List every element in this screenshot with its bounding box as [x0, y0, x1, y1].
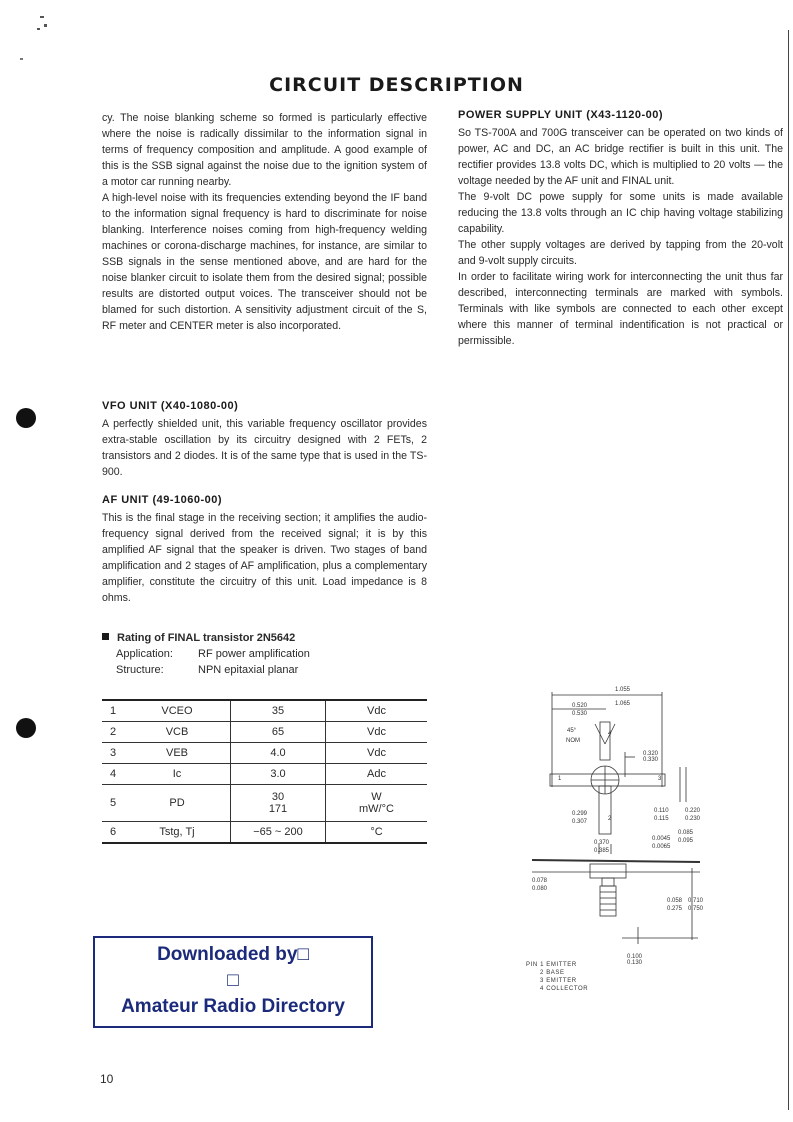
- pin-legend: PIN 1 EMITTER 2 BASE 3 EMITTER 4 COLLECTOR: [526, 962, 589, 992]
- transistor-package-diagram: [530, 682, 720, 966]
- scan-mark: [20, 58, 23, 60]
- svg-text:1: 1: [558, 776, 562, 782]
- table-row: 3 VEB 4.0 Vdc: [102, 743, 427, 764]
- svg-text:0.220: 0.220: [685, 808, 701, 814]
- table-row: 5 PD 30 171 W mW/°C: [102, 785, 427, 822]
- psu-paragraph-3: The other supply voltages are derived by tapping from the 20-volt and 9-volt supply circuits.: [458, 239, 783, 267]
- rating-heading: Rating of FINAL transistor 2N5642: [102, 630, 310, 646]
- page-title: CIRCUIT DESCRIPTION: [269, 74, 524, 96]
- scan-mark: [40, 16, 44, 18]
- psu-heading: POWER SUPPLY UNIT (X43-1120-00): [458, 109, 664, 121]
- vfo-heading: VFO UNIT (X40-1080-00): [102, 400, 239, 412]
- application-row: Application: RF power amplification: [116, 648, 310, 660]
- svg-text:45°: 45°: [567, 728, 577, 734]
- svg-text:0.0045: 0.0045: [652, 836, 671, 842]
- table-row: 1 VCEO 35 Vdc: [102, 700, 427, 722]
- svg-text:1.065: 1.065: [615, 701, 631, 707]
- svg-text:1.055: 1.055: [615, 687, 631, 693]
- svg-text:0.370: 0.370: [594, 840, 610, 846]
- svg-text:0.130: 0.130: [627, 960, 643, 966]
- svg-text:0.385: 0.385: [594, 848, 610, 854]
- scan-mark: [37, 28, 40, 30]
- table-row: 6 Tstg, Tj −65 ~ 200 °C: [102, 822, 427, 844]
- psu-section: [458, 107, 783, 349]
- svg-text:0.710: 0.710: [688, 898, 704, 904]
- svg-text:0.095: 0.095: [678, 838, 694, 844]
- svg-text:4: 4: [608, 731, 612, 737]
- page-number: 10: [100, 1072, 114, 1086]
- structure-row: Structure: NPN epitaxial planar: [116, 664, 299, 676]
- svg-text:3: 3: [658, 776, 662, 782]
- bullet-square-icon: [102, 633, 109, 640]
- svg-text:2: 2: [608, 816, 612, 822]
- intro-paragraph-1: cy. The noise blanking scheme so formed is particularly effective where the noise is radically dissimilar to the information signal in terms of frequency composition and amplitude. A good example of this is the SSB signal against the noise due to the ignition system of a motor car running nearby.: [102, 112, 427, 188]
- page-edge-rule: [788, 30, 790, 1110]
- svg-text:0.078: 0.078: [532, 878, 548, 884]
- psu-paragraph-1: So TS-700A and 700G transceiver can be operated on two kinds of power, AC and DC, an AC bridge rectifier is built in this unit. The rectifier provides 13.8 volts DC, which is multiplied to 20 volts — the voltage needed by the AF unit and FINAL unit.: [458, 127, 783, 187]
- af-heading: AF UNIT (49-1060-00): [102, 494, 223, 506]
- svg-text:0.115: 0.115: [654, 816, 669, 822]
- svg-text:0.080: 0.080: [532, 886, 548, 892]
- binder-hole: [16, 408, 36, 428]
- rating-table: [102, 699, 427, 844]
- svg-text:0.307: 0.307: [572, 819, 588, 825]
- svg-text:0.520: 0.520: [572, 703, 588, 709]
- svg-text:0.230: 0.230: [685, 816, 701, 822]
- download-line-1: Downloaded by□: [157, 944, 309, 965]
- psu-paragraph-2: The 9-volt DC powe supply for some units is made available reducing the 13.8 volts through an IC chip having voltage stabilizing capability.: [458, 191, 783, 235]
- svg-text:0.320: 0.320: [643, 751, 659, 757]
- table-row: 2 VCB 65 Vdc: [102, 722, 427, 743]
- svg-text:0.058: 0.058: [667, 898, 683, 904]
- af-text: This is the final stage in the receiving section; it amplifies the audio-frequency signal derived from the received signal; it is by this amplified AF signal that the speaker is driven. Two stages of band amplification and 2 stages of AF amplification, plus a complementary amplifier, constitute the circuitry of this unit. Load impedance is 8 ohms.: [102, 512, 427, 604]
- svg-text:0.330: 0.330: [643, 757, 659, 763]
- svg-text:0.085: 0.085: [678, 830, 694, 836]
- svg-text:0.750: 0.750: [688, 906, 704, 912]
- vfo-section: [102, 398, 427, 480]
- af-section: [102, 492, 427, 606]
- binder-hole: [16, 718, 36, 738]
- svg-text:0.100: 0.100: [627, 954, 643, 960]
- intro-paragraph-2: A high-level noise with its frequencies extending beyond the IF band to the information signal frequency is hard to discriminate for noise blanking. Interference noises coming from high-frequency welding machines or corona-discharge machines, for instance, are similar to SSB signals in the sense mentioned above, and are hard for the noise blanker circuit to isolate them from the desired signal; possible results are distorted output voices. The transceiver should not be blamed for such distortion. A sensitivity adjustment circuit of the S, RF meter and CENTER meter is also incorporated.: [102, 192, 427, 332]
- download-line-2: □: [227, 970, 239, 991]
- psu-paragraph-4: In order to facilitate wiring work for interconnecting the unit thus far described, interconnecting terminals are marked with symbols. Terminals with like symbols are connected to each other except where this manner of terminal indentification is not practical or permissible.: [458, 271, 783, 347]
- left-column: [102, 110, 427, 334]
- svg-text:0.110: 0.110: [654, 808, 669, 814]
- svg-text:NOM: NOM: [566, 738, 580, 744]
- vfo-text: A perfectly shielded unit, this variable frequency oscillator provides extra-stable oscillation by its circuitry designed with 2 FETs, 2 transistors and 2 diodes. It is of the same type that is used in the TS-900.: [102, 418, 427, 478]
- table-row: 4 Ic 3.0 Adc: [102, 764, 427, 785]
- scan-mark: [44, 24, 47, 27]
- rating-block: [102, 630, 310, 678]
- svg-text:0.530: 0.530: [572, 711, 588, 717]
- download-stamp: [93, 936, 373, 1028]
- svg-text:0.275: 0.275: [667, 906, 683, 912]
- svg-text:0.0065: 0.0065: [652, 844, 671, 850]
- download-line-3: Amateur Radio Directory: [121, 996, 345, 1017]
- svg-text:0.299: 0.299: [572, 811, 588, 817]
